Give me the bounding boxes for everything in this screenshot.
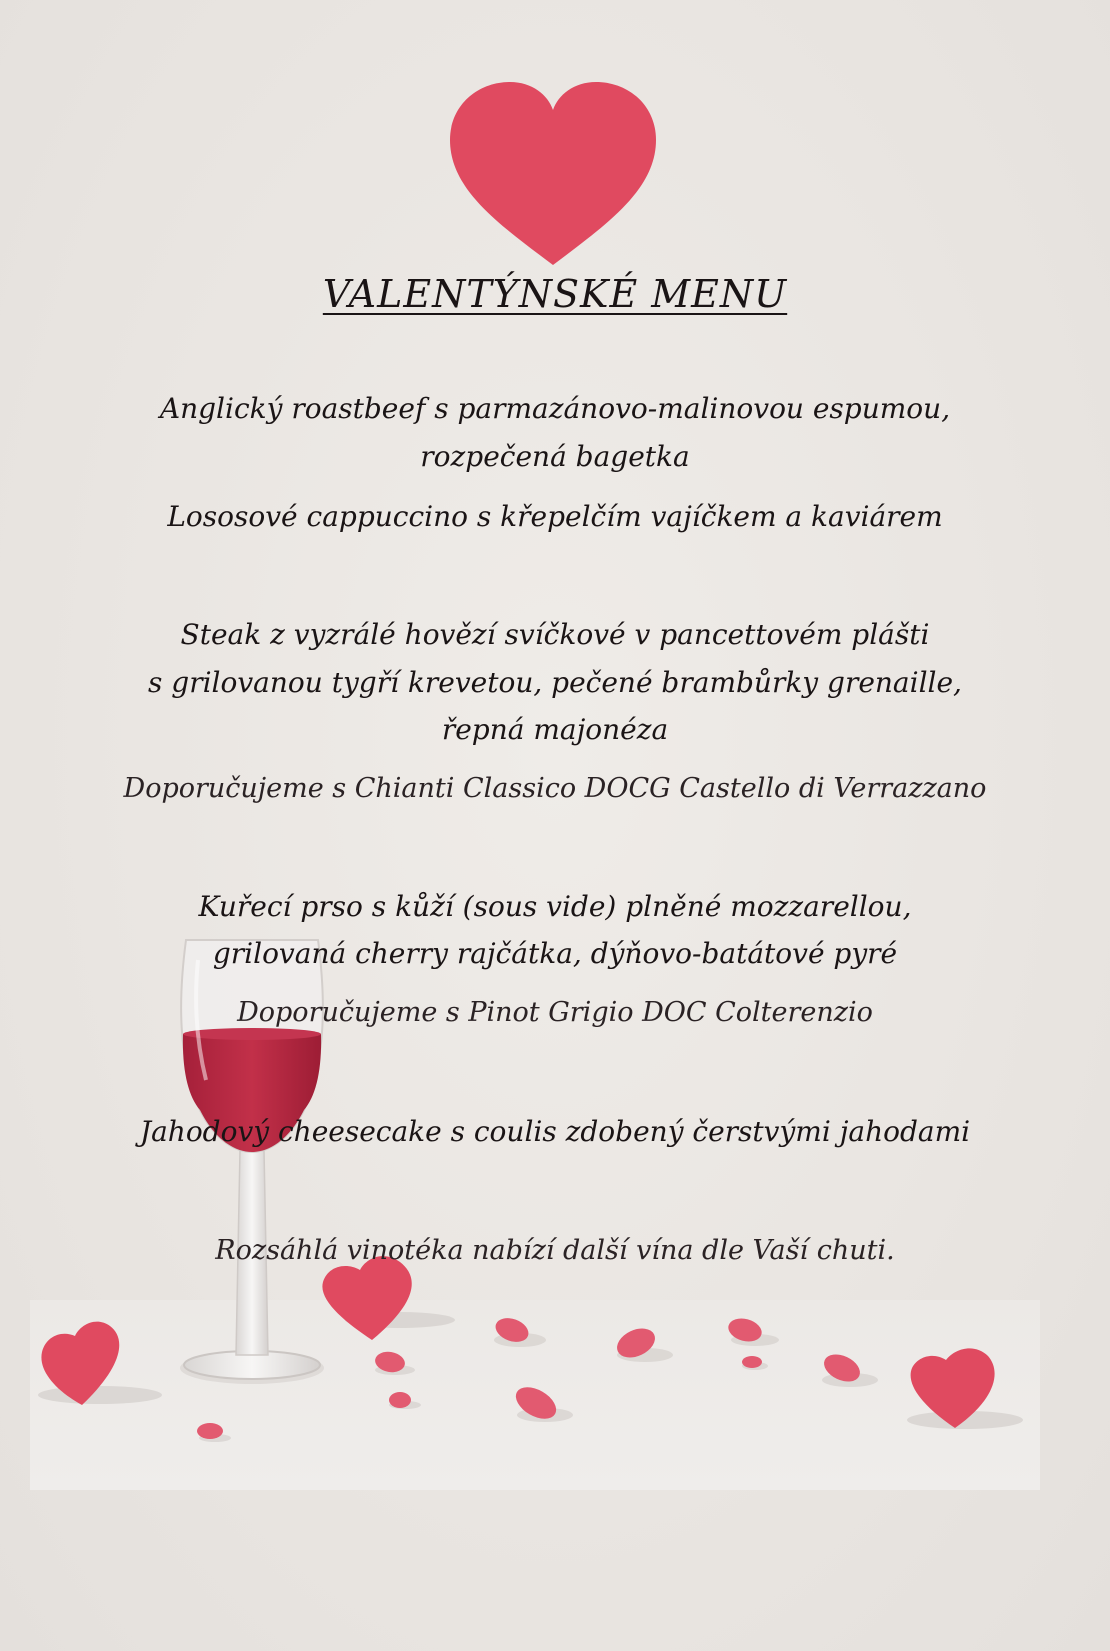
course-line: Anglický roastbeef s parmazánovo-malinovou espumou, bbox=[159, 392, 951, 425]
course-line: rozpečená bagetka bbox=[420, 440, 690, 473]
course-line: Lososové cappuccino s křepelčím vajíčkem a kaviárem bbox=[167, 500, 943, 533]
footer-note: Rozsáhlá vinotéka nabízí další vína dle Vaší chuti. bbox=[215, 1235, 895, 1266]
menu-title: VALENTÝNSKÉ MENU bbox=[322, 272, 788, 316]
wine-recommendation: Doporučujeme s Chianti Classico DOCG Castello di Verrazzano bbox=[123, 773, 987, 804]
wine-recommendation: Doporučujeme s Pinot Grigio DOC Colterenzio bbox=[237, 997, 873, 1028]
course-line: Kuřecí prso s kůží (sous vide) plněné mozzarellou, bbox=[198, 890, 912, 923]
course-line: řepná majonéza bbox=[441, 713, 669, 746]
course-line: grilovaná cherry rajčátka, dýňovo-batátové pyré bbox=[212, 937, 898, 970]
heart-icon bbox=[450, 82, 656, 265]
course-line: s grilovanou tygří krevetou, pečené brambůrky grenaille, bbox=[148, 666, 962, 699]
course-line: Steak z vyzrálé hovězí svíčkové v pancettovém plášti bbox=[180, 618, 930, 651]
rose-petal-icon bbox=[38, 1256, 1023, 1442]
course-line: Jahodový cheesecake s coulis zdobený čerstvými jahodami bbox=[139, 1115, 971, 1148]
